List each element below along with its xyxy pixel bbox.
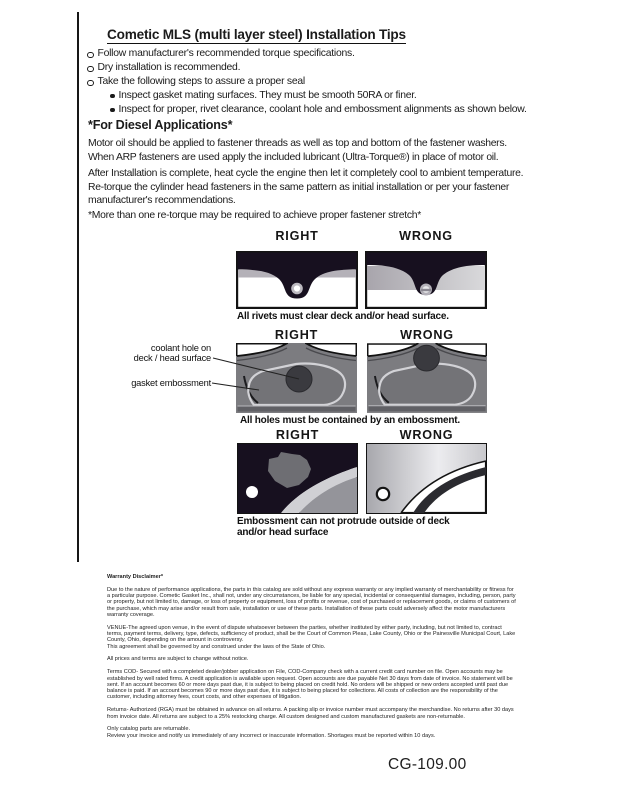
row3-caption-line1: Embossment can not protrude outside of deck <box>237 516 450 527</box>
row3-caption-line2: and/or head surface <box>237 527 329 538</box>
diagram-embossment-wrong <box>367 343 487 413</box>
open-bullet-icon <box>87 52 94 59</box>
right-label-row2: RIGHT <box>274 328 319 342</box>
tip-text: Follow manufacturer's recommended torque specifications. <box>97 48 355 59</box>
warranty-heading: Warranty Disclaimer* <box>107 574 164 580</box>
right-label-row1: RIGHT <box>275 229 319 243</box>
page-edge-line <box>77 12 79 562</box>
warranty-paragraph: Review your invoice and notify us immediately of any incorrect or inaccurate information. Shortages must be reported within 10 days. <box>107 732 436 739</box>
warranty-block <box>107 574 517 745</box>
tips-list <box>87 47 557 117</box>
right-label-row3: RIGHT <box>275 428 320 442</box>
diagram-rivet-right <box>236 251 358 309</box>
warranty-paragraph: Only catalog parts are returnable. <box>107 726 191 733</box>
tip-text: Take the following steps to assure a proper seal <box>97 76 305 87</box>
diagram-protrusion-wrong <box>366 443 487 514</box>
filled-bullet-icon <box>110 108 115 113</box>
tip-text: Inspect gasket mating surfaces. They must be smooth 50RA or finer. <box>118 90 417 101</box>
diagram-protrusion-right <box>237 443 358 514</box>
tip-text: Dry installation is recommended. <box>97 62 241 73</box>
warranty-paragraph: Due to the nature of performance applications, the parts in this catalog are sold without any express warranty or any implied warranty of merchantability or fitness for a particular purpose. Cometic Gasket Inc., shall not, under any circumstances, be liable for any special, incidental or consequential damages, including, person, party or property, but not limited to, damage, or loss of property or equipment, loss of profits or revenue, cost of purchased or replacement goods, or claims of customers of the purchase, which may arise and/or result from sale, installation or use of these parts. Installation of these parts could adversely affect the motor manufacturers warranty coverage. <box>107 586 516 618</box>
open-bullet-icon <box>87 80 94 87</box>
warranty-paragraph: VENUE-The agreed upon venue, in the event of dispute whatsoever between the parties, whether instituted by either party, including, but not limited to, contract terms, payment terms, delivery, type, defects, sufficiency of product, shall be the Court of Common Pleas, Lake County, Ohio or the Painesville Municipal Court, Lake County, Ohio, depending on the amount in controversy. <box>107 624 516 644</box>
warranty-paragraph: Returns- Authorized (RGA) must be obtained in advance on all returns. A packing slip or invoice number must accompany the merchandise. No returns after 30 days from invoice date. All returns are subject to a 25% restocking charge. All custom designed and custom manufactured gaskets are non-returnable. <box>107 707 514 720</box>
rivet-icon <box>291 283 303 295</box>
wrong-label-row3: WRONG <box>399 428 454 442</box>
annotation-embossment: gasket embossment <box>131 378 211 388</box>
list-item <box>87 61 557 75</box>
bolt-hole <box>377 488 389 500</box>
filled-bullet-icon <box>110 94 115 99</box>
list-item <box>87 47 557 61</box>
wrong-label-row1: WRONG <box>399 229 453 243</box>
open-bullet-icon <box>87 66 94 73</box>
coolant-hole <box>414 345 440 371</box>
retorque-note: *More than one re-torque may be required to achieve proper fastener stretch* <box>88 210 421 221</box>
rivet-icon <box>420 284 432 296</box>
diesel-paragraph-1: Motor oil should be applied to fastener threads as well as top and bottom of the fastener washers. When ARP fasteners are used apply the included lubricant (Ultra-Torque®) in place of motor oil. <box>88 138 507 163</box>
page-code: CG-109.00 <box>388 756 467 773</box>
tip-text: Inspect for proper, rivet clearance, coolant hole and embossment alignments as shown below. <box>118 104 527 115</box>
warranty-paragraph: All prices and terms are subject to change without notice. <box>107 656 249 663</box>
diesel-heading: *For Diesel Applications* <box>88 118 233 132</box>
warranty-paragraph: This agreement shall be governed by and construed under the laws of the State of Ohio. <box>107 643 326 650</box>
diagram-rivet-wrong <box>365 251 487 309</box>
wrong-label-row2: WRONG <box>400 328 454 342</box>
annotation-coolant-line2: deck / head surface <box>133 353 211 363</box>
bolt-hole <box>246 486 258 498</box>
page-title: Cometic MLS (multi layer steel) Installation Tips <box>107 27 406 42</box>
row2-caption: All holes must be contained by an embossment. <box>240 415 460 426</box>
diesel-paragraph-2: After Installation is complete, heat cycle the engine then let it completely cool to ambient temperature. Re-torque the cylinder head fasteners in the same pattern as initial installation or per your fastener manufacturer's recommendations. <box>88 168 524 207</box>
annotation-coolant-line1: coolant hole on <box>150 343 211 353</box>
row1-caption: All rivets must clear deck and/or head surface. <box>237 311 449 322</box>
list-item <box>87 75 557 89</box>
list-item <box>110 103 557 117</box>
annotation-leader-lines <box>209 352 304 396</box>
warranty-paragraph: Terms COD- Secured with a completed dealer/jobber application on File, COD-Company check with a current credit card number on file. Open accounts may be established by well rated firms. A credit application is available upon request. Open accounts are due payable Net 30 days from date of invoice. No statement will be sent. If an account becomes 60 or more days past due, it is subject to being placed on credit hold. No orders will be shipped or new orders accepted until past due balance is paid. If an account becomes 90 or more days past due, it is subject to being placed for collections. All costs of collection are the responsibility of the customer, including attorney fees, court costs, and other expenses of litigation. <box>107 669 513 701</box>
list-item <box>110 89 557 103</box>
